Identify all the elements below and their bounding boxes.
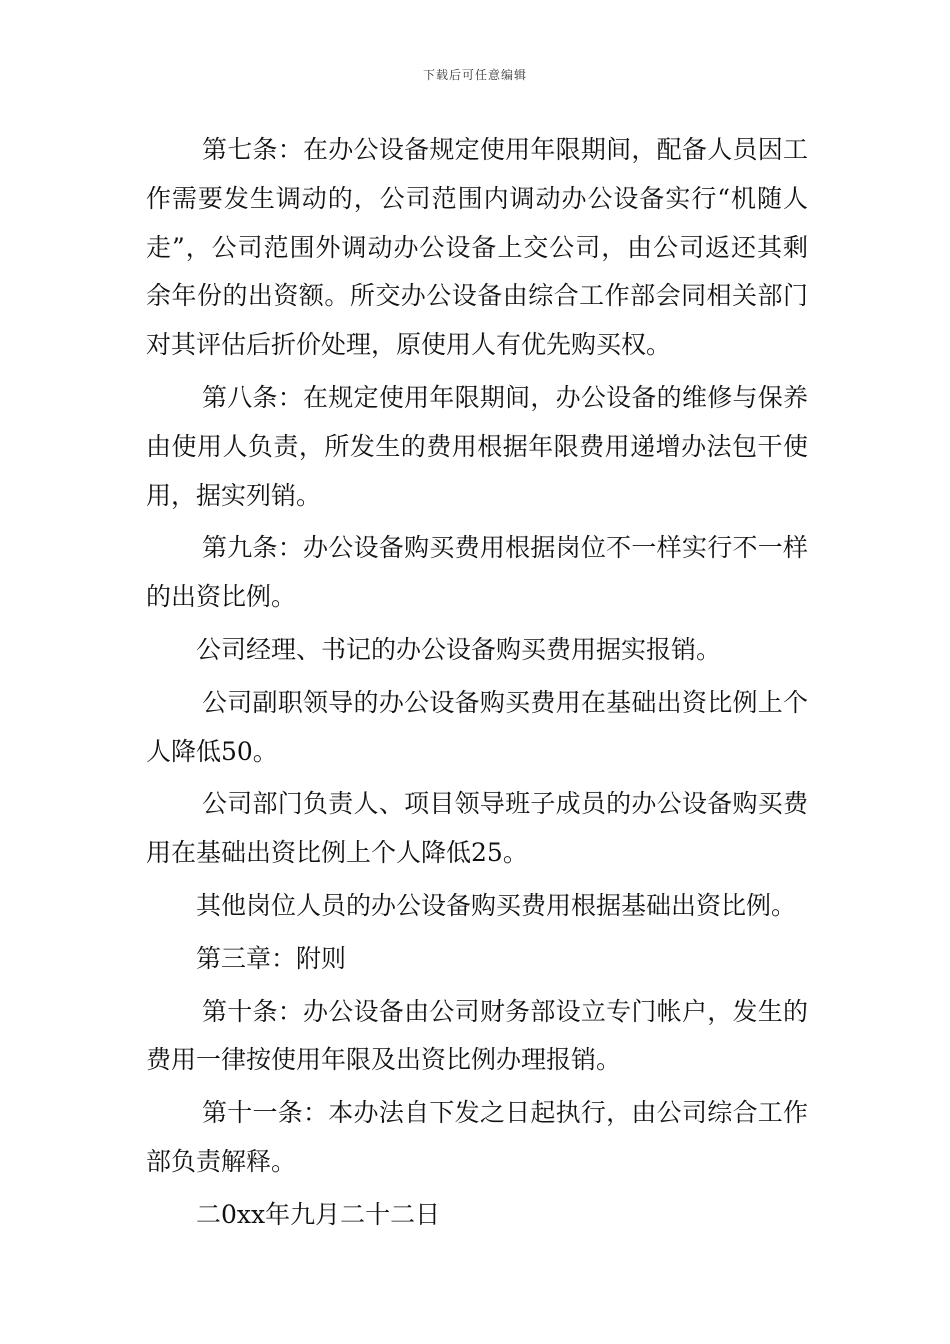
- article-8: 第八条：在规定使用年限期间，办公设备的维修与保养由使用人负责，所发生的费用根据年限费用递增办法包干使用，据实列销。: [146, 382, 808, 510]
- document-body: [146, 126, 808, 1244]
- paragraph-other-staff-expense: 其他岗位人员的办公设备购买费用根据基础出资比例。: [196, 890, 797, 920]
- paragraph-manager-expense: 公司经理、书记的办公设备购买费用据实报销。: [196, 634, 722, 664]
- paragraph-department-head-expense: 公司部门负责人、项目领导班子成员的办公设备购买费用在基础出资比例上个人降低25。: [146, 789, 808, 868]
- paragraph-deputy-expense: 公司副职领导的办公设备购买费用在基础出资比例上个人降低50。: [146, 687, 808, 766]
- article-10: 第十条：办公设备由公司财务部设立专门帐户，发生的费用一律按使用年限及出资比例办理报销。: [146, 996, 808, 1075]
- document-date: 二0xx年九月二十二日: [196, 1199, 441, 1229]
- article-9: 第九条：办公设备购买费用根据岗位不一样实行不一样的出资比例。: [146, 533, 808, 612]
- chapter-3-heading: 第三章：附则: [196, 943, 347, 973]
- article-11: 第十一条：本办法自下发之日起执行，由公司综合工作部负责解释。: [146, 1098, 808, 1176]
- article-7: 第七条：在办公设备规定使用年限期间，配备人员因工作需要发生调动的，公司范围内调动办公设备实行“机随人走”，公司范围外调动办公设备上交公司，由公司返还其剩余年份的出资额。所交办公设备由综合工作部会同相关部门对其评估后折价处理，原使用人有优先购买权。: [146, 135, 808, 360]
- page-header-note: 下载后可任意编辑: [422, 68, 527, 82]
